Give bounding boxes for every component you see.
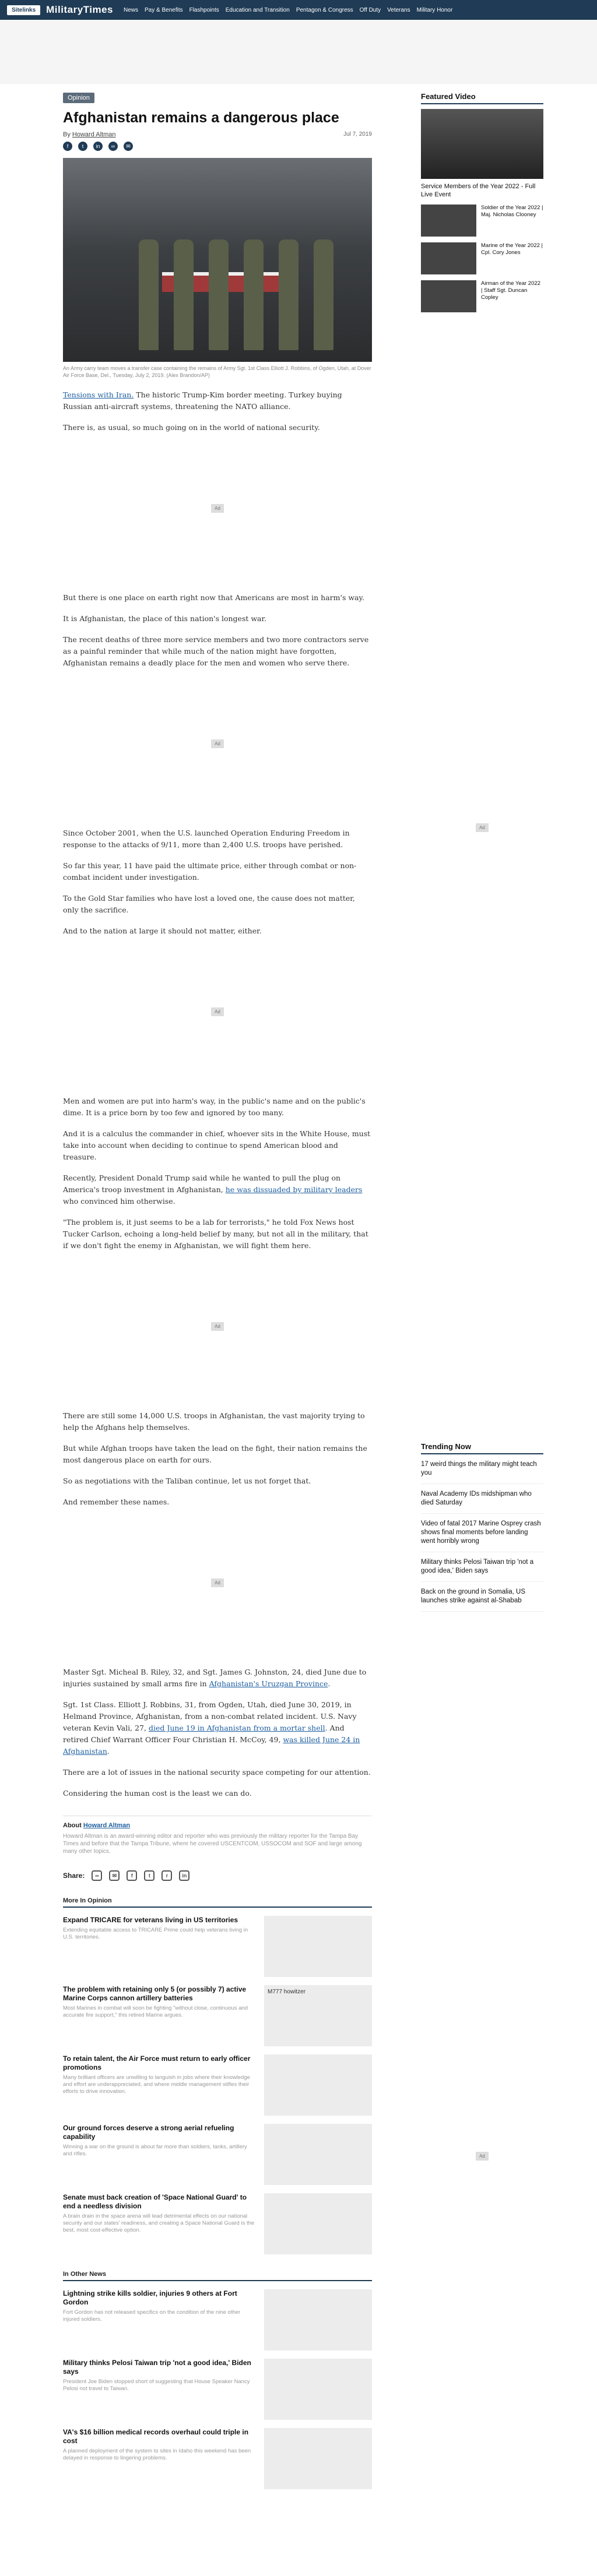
paragraph: And remember these names. [63,1497,170,1506]
twitter-icon[interactable]: t [78,142,87,151]
inline-ad [63,685,372,802]
paragraph: There are still some 14,000 U.S. troops in Afghanistan, the vast majority trying to help the Afghans help themselves. [63,1411,365,1432]
share-bar [63,1870,372,1881]
author-link[interactable]: Howard Altman [72,131,116,138]
trending-now [421,1442,543,1612]
video-item[interactable]: Soldier of the Year 2022 | Maj. Nicholas Clooney [421,205,543,237]
sidebar-ad [421,647,543,1008]
nav-item-veterans[interactable]: Veterans [387,6,410,13]
ad-label: Ad [211,1007,224,1016]
inline-link[interactable]: he was dissuaded by military leaders [225,1185,363,1194]
facebook-icon[interactable]: f [127,1870,137,1881]
paragraph: There are a lot of issues in the national security space competing for our attention. [63,1768,371,1777]
list-item[interactable]: Military thinks Pelosi Taiwan trip 'not a good idea,' Biden says President Joe Biden stopped short of suggesting that House Speaker Nancy Pelosi not travel to Taiwan. [63,2359,372,2420]
thumbnail[interactable] [264,2428,372,2489]
paragraph: Men and women are put into harm's way, in the public's name and on the public's dime. It is a price born by too few and ignored by too many. [63,1097,366,1117]
top-navigation-bar [0,0,597,20]
sitelinks-button[interactable]: Sitelinks [7,5,40,15]
paragraph: So as negotiations with the Taliban continue, let us not forget that. [63,1476,311,1485]
email-icon[interactable]: ✉ [124,142,133,151]
paragraph: Sgt. 1st Class. Elliott J. Robbins, 31, from Ogden, Utah, died June 30, 2019, in Helmand Province, Afghanistan, from a non-combat related incident. U.S. Navy veteran Kevin Vali, 27, died June 19 in Afghanistan from a mortar shell. And retired Chief Warrant Officer Four Christian H. McCoy, 49, was killed June 24 in Afghanistan. [63,1700,360,1756]
paragraph: The recent deaths of three more service members and two more contractors serve as a painful reminder that while much of the nation might have forgotten, Afghanistan remains a deadly place for the men and women who serve there. [63,635,369,667]
inline-ad [63,450,372,566]
list-item[interactable]: Lightning strike kills soldier, injuries 9 others at Fort Gordon Fort Gordon has not released specifics on the condition of the nine other injured soldiers. [63,2289,372,2351]
video-thumbnail[interactable] [421,280,476,312]
sidebar [421,92,543,312]
paragraph: So far this year, 11 have paid the ultimate price, either through combat or non-combat incident under investigation. [63,861,357,882]
trending-heading: Trending Now [421,1442,543,1454]
thumbnail[interactable] [264,1916,372,1977]
video-thumbnail[interactable] [421,242,476,274]
soldier-shape [314,239,333,350]
sidebar-ad [421,1981,543,2331]
nav-item-news[interactable]: News [123,6,138,13]
linkedin-icon[interactable]: in [179,1870,189,1881]
list-item[interactable]: To retain talent, the Air Force must return to early officer promotions Many brilliant officers are unwilling to languish in jobs where their knowledge and effort are underappreciated, and where middle management stifles their efforts to drive innovation. [63,2055,372,2116]
byline-row [63,131,372,138]
article [63,92,372,2489]
inline-link[interactable]: Tensions with Iran. [63,390,134,399]
byline [63,131,116,138]
publish-date: Jul 7, 2019 [343,131,372,138]
ad-label: Ad [211,504,224,513]
ad-label: Ad [476,823,489,832]
nav-item-flashpoints[interactable]: Flashpoints [189,6,219,13]
article-body [63,389,372,1799]
link-icon[interactable]: ∞ [92,1870,102,1881]
thumbnail[interactable]: M777 howitzer [264,1985,372,2046]
paragraph: Master Sgt. Micheal B. Riley, 32, and Sgt. James G. Johnston, 24, died June due to injuries sustained by small arms fire in Afghanistan's Uruzgan Province. [63,1668,367,1688]
paragraph: But while Afghan troops have taken the lead on the fight, their nation remains the most dangerous place on earth for ours. [63,1444,367,1464]
soldier-shape [139,239,159,350]
ad-label: Ad [211,1322,224,1331]
soldier-shape [209,239,229,350]
list-item[interactable]: The problem with retaining only 5 (or possibly 7) active Marine Corps cannon artillery batteries Most Marines in combat will soon be fighting "without close, continuous and accurate fire support," this retired Marine argues. M777 howitzer [63,1985,372,2046]
email-icon[interactable]: ✉ [109,1870,120,1881]
thumbnail[interactable] [264,2055,372,2116]
featured-video-heading: Featured Video [421,92,543,104]
paragraph: And to the nation at large it should not matter, either. [63,926,262,935]
paragraph: "The problem is, it just seems to be a lab for terrorists," he told Fox News host Tucker Carlson, echoing a long-held belief by many, but not all in the military, that if we don't fight the enemy in Afghanistan, we will fight them here. [63,1218,368,1250]
paragraph: And it is a calculus the commander in chief, whoever sits in the White House, must take into account when deciding to continue to spend American blood and treasure. [63,1129,371,1161]
more-in-opinion-list [63,1916,372,2254]
paragraph: It is Afghanistan, the place of this nation's longest war. [63,614,267,623]
featured-video-title[interactable]: Service Members of the Year 2022 - Full Live Event [421,183,536,198]
site-logo[interactable]: MilitaryTimes [46,4,113,15]
trending-item[interactable]: Naval Academy IDs midshipman who died Saturday [421,1484,543,1514]
soldier-shape [279,239,298,350]
list-item[interactable]: Our ground forces deserve a strong aerial refueling capability Winning a war on the ground is about far more than soldiers, tanks, artillery and rifles. [63,2124,372,2185]
nav-item-education[interactable]: Education and Transition [225,6,290,13]
about-text: Howard Altman is an award-winning editor and reporter who was previously the military reporter for the Tampa Bay Times and before that the Tampa Tribune, where he covered USCENTCOM, USSOCOM and SOF and large among many other topics. [63,1833,362,1855]
video-thumbnail[interactable] [421,205,476,237]
nav-item-pay-benefits[interactable]: Pay & Benefits [145,6,183,13]
thumbnail[interactable] [264,2359,372,2420]
twitter-icon[interactable]: t [144,1870,154,1881]
nav-item-military-honor[interactable]: Military Honor [416,6,453,13]
paragraph: There is, as usual, so much going on in the world of national security. [63,423,320,432]
list-item[interactable]: Senate must back creation of 'Space National Guard' to end a needless division A brain drain in the space arena will lead detrimental effects on our national security and our states' readiness, and creating a Space National Guard is the best, most cost-effective option. [63,2193,372,2254]
main-nav [124,7,452,13]
inline-link[interactable]: was killed June 24 in Afghanistan [63,1735,360,1756]
linkedin-icon[interactable]: in [93,142,103,151]
thumbnail[interactable] [264,2124,372,2185]
link-icon[interactable]: ∞ [108,142,118,151]
paragraph: To the Gold Star families who have lost a loved one, the cause does not matter, only the sacrifice. [63,894,355,914]
article-title: Afghanistan remains a dangerous place [63,110,339,126]
lead-photo [63,158,372,362]
thumbnail[interactable] [264,2289,372,2351]
trending-item[interactable]: Video of fatal 2017 Marine Osprey crash shows final moments before landing went horribly wrong [421,1514,543,1552]
ad-label: Ad [476,2152,489,2161]
section-tag[interactable]: Opinion [63,93,94,103]
more-in-opinion-heading: More In Opinion [63,1897,372,1908]
trending-item[interactable]: Back on the ground in Somalia, US launches strike against al-Shabab [421,1582,543,1612]
photo-caption: An Army carry team moves a transfer case containing the remains of Army Sgt. 1st Class Elliott J. Robbins, of Ogden, Utah, at Dover Air Force Base, Del., Tuesday, July 2, 2019. (Alex Brandon/AP) [63,365,371,378]
nav-item-off-duty[interactable]: Off Duty [359,6,381,13]
video-item[interactable]: Airman of the Year 2022 | Staff Sgt. Duncan Copley [421,280,543,312]
inline-link[interactable]: Afghanistan's Uruzgan Province [209,1679,328,1688]
share-label: Share: [63,1872,85,1880]
about-author-link[interactable]: Howard Altman [83,1822,131,1829]
thumbnail[interactable] [264,2193,372,2254]
inline-ad [63,953,372,1070]
ad-label: Ad [211,739,224,748]
inline-ad [63,1524,372,1641]
paragraph: Tensions with Iran. The historic Trump-Kim border meeting. Turkey buying Russian anti-aircraft systems, threatening the NATO alliance. [63,390,342,411]
about-author [63,1816,372,1855]
nav-item-pentagon-congress[interactable]: Pentagon & Congress [296,6,353,13]
list-item[interactable]: VA's $16 billion medical records overhaul could triple in cost A planned deployment of the system to sites in Idaho this weekend has been delayed in response to lingering problems. [63,2428,372,2489]
ad-label: Ad [211,1578,224,1587]
trending-item[interactable]: 17 weird things the military might teach you [421,1454,543,1484]
list-item[interactable]: Expand TRICARE for veterans living in US territories Extending equitable access to TRICARE Prime could help veterans living in U.S. territories. [63,1916,372,1977]
inline-ad [63,1268,372,1384]
reddit-icon[interactable]: r [161,1870,172,1881]
paragraph: But there is one place on earth right now that Americans are most in harm's way. [63,593,364,602]
soldier-shape [174,239,194,350]
top-ad-area [0,20,597,84]
trending-item[interactable]: Military thinks Pelosi Taiwan trip 'not a good idea,' Biden says [421,1552,543,1582]
in-other-news-heading: In Other News [63,2271,372,2281]
about-title: About Howard Altman [63,1822,131,1829]
paragraph: Considering the human cost is the least we can do. [63,1789,252,1798]
video-item[interactable]: Marine of the Year 2022 | Cpl. Cory Jones [421,242,543,274]
share-icons-top [63,142,372,151]
inline-link[interactable]: died June 19 in Afghanistan from a mortar shell [148,1724,325,1732]
in-other-news-list [63,2289,372,2489]
featured-video-thumbnail[interactable] [421,109,543,179]
paragraph: Since October 2001, when the U.S. launched Operation Enduring Freedom in response to the attacks of 9/11, more than 2,400 U.S. troops have perished. [63,829,350,849]
paragraph: Recently, President Donald Trump said while he wanted to pull the plug on America's troop investment in Afghanistan, he was dissuaded by military leaders who convinced him otherwise. [63,1174,363,1206]
facebook-icon[interactable]: f [63,142,72,151]
soldier-shape [244,239,264,350]
byline-prefix: By [63,131,71,138]
